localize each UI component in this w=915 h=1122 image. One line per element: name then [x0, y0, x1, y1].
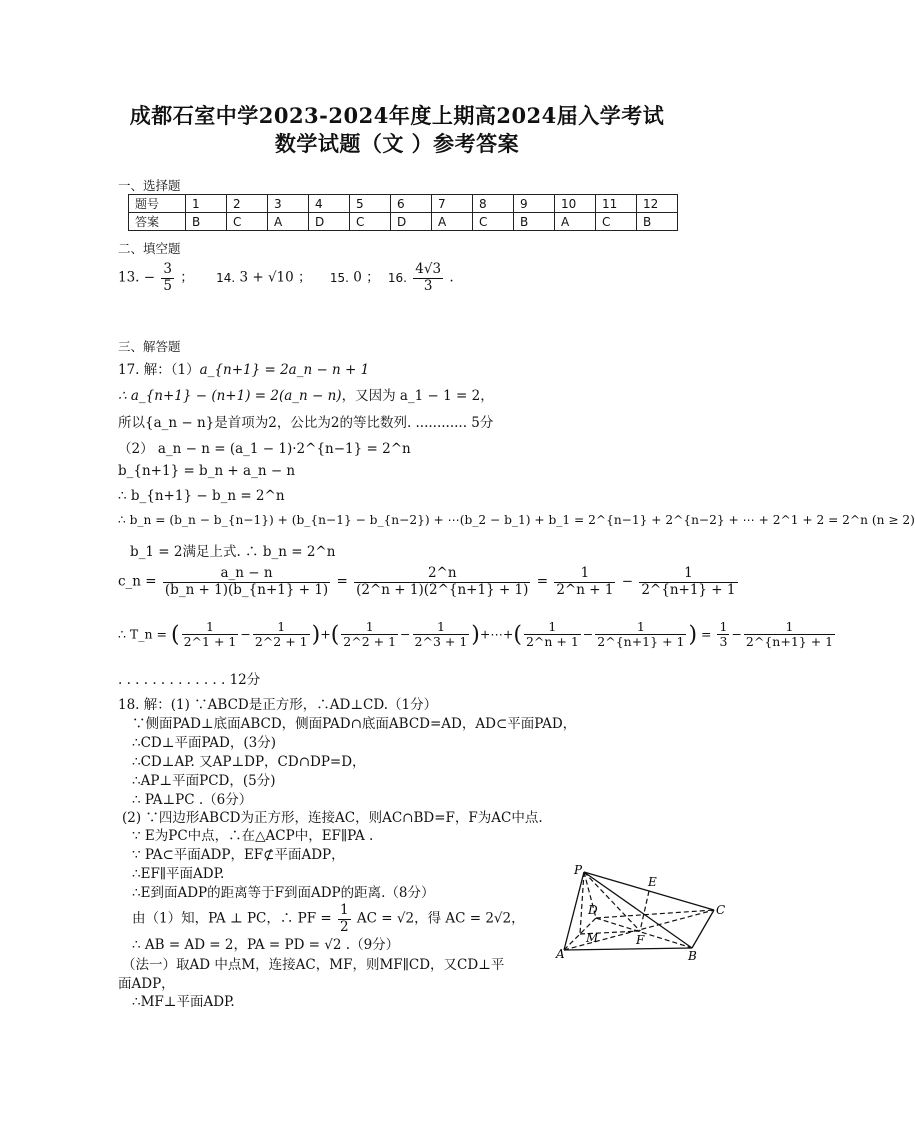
denominator: (b_n + 1)(b_{n+1} + 1): [164, 581, 329, 598]
tn-result-1: [717, 620, 729, 650]
p18-line-2: ∵侧面PAD⊥底面ABCD，侧面PAD∩底面ABCD=AD，AD⊂平面PAD，: [132, 716, 577, 732]
p17-line-7: ∴ b_n = (b_n − b_{n−1}) + (b_{n−1} − b_{n−2}) + ⋯(b_2 − b_1) + b_1 = 2^{n−1} + 2^{n−2} + ⋯ + 2^1 + 2 = 2^n (n ≥ 2): [118, 513, 915, 527]
q16-end: .: [449, 269, 454, 286]
answer-cell: B: [514, 213, 555, 231]
p17-line-1: [118, 358, 369, 378]
p18-line-12: [132, 903, 525, 935]
question-number-cell: 11: [596, 195, 637, 213]
numerator: 1: [554, 566, 615, 583]
q15-answer: 0: [353, 269, 362, 286]
p17-line-4: （2） a_n − n = (a_1 − 1)·2^{n−1} = 2^n: [118, 441, 411, 457]
tn-result-2: [744, 620, 835, 650]
denominator: 2^{n+1} + 1: [745, 634, 834, 650]
denominator: (2^n + 1)(2^{n+1} + 1): [356, 581, 529, 598]
q15-label: 15.: [329, 270, 349, 285]
question-number-cell: 12: [637, 195, 678, 213]
p18-line-13: ∴ AB = AD = 2，PA = PD = √2 .（9分）: [132, 937, 400, 953]
q16-label: 16.: [387, 270, 407, 285]
p17-line-2: [118, 384, 494, 404]
answer-table-header-cell: 答案: [129, 213, 186, 231]
p18-line-7: (2) ∵四边形ABCD为正方形，连接AC，则AC∩BD=F，F为AC中点.: [122, 810, 543, 826]
label-a: A: [556, 947, 565, 961]
edge-bc: [692, 910, 714, 948]
numerator: 1: [253, 620, 310, 635]
q16-fraction: [413, 262, 443, 294]
p18-line-8: ∵ E为PC中点，∴在△ACP中，EF∥PA .: [132, 828, 374, 844]
denominator: 2^2 + 1: [343, 634, 397, 650]
denominator: 2^{n+1} + 1: [641, 581, 736, 598]
fill-in-answers: [118, 262, 454, 294]
numerator: 2^n: [354, 566, 530, 583]
numerator: 1: [744, 620, 835, 635]
answer-cell: B: [186, 213, 227, 231]
label-d: D: [588, 903, 598, 917]
answer-cell: D: [391, 213, 432, 231]
numerator: 1: [340, 902, 349, 918]
question-number-cell: 7: [432, 195, 473, 213]
denominator: 3: [719, 634, 728, 650]
question-number-cell: 1: [186, 195, 227, 213]
answer-table: [128, 194, 678, 231]
p18-line-11: ∴E到面ADP的距离等于F到面ADP的距离.（8分）: [132, 885, 435, 901]
p18-line-16: ∴MF⊥平面ADP.: [132, 994, 235, 1010]
pyramid-figure: [556, 862, 736, 962]
separator: ；: [180, 269, 194, 286]
p18-pf-lhs: 由（1）知，PA ⊥ PC，∴ PF =: [132, 910, 332, 927]
p18-line-6: ∴ PA⊥PC .（6分）: [132, 792, 253, 808]
title-line-1: 成都石室中学2023-2024年度上期高2024届入学考试: [129, 103, 665, 128]
label-b: B: [688, 949, 697, 963]
answer-table-answer-row: [129, 213, 678, 231]
tn-term: [524, 620, 581, 650]
section-fill-heading: 二、填空题: [118, 241, 181, 256]
label-e: E: [648, 875, 657, 889]
p17-transform: ∴ a_{n+1} − (n+1) = 2(a_n − n): [118, 388, 342, 404]
p17-tn-line: ∴ T_n = ( $\frac{1}{2\^{}1 + 1}$ − $\frac{1}{2\^{}2 + 1}$ )+( $\frac{1}{2\^{}2 + 1}$ − $\frac{1}{2\^{}3 + 1}$ )+⋯+( $\frac{1}{2\^{}n + 1}$ − $\frac{1}{2\^{}\{n+1\} + 1}$ ) = $\frac{1}{3}$ − $\frac{1}{2\^{}\{n+1\} + 1}$: [118, 619, 834, 650]
q14-answer: 3 + √10: [239, 269, 294, 286]
p17-line-6: ∴ b_{n+1} − b_n = 2^n: [118, 488, 285, 504]
denominator: 2^2 + 1: [254, 634, 308, 650]
numerator: 1: [719, 619, 728, 634]
question-number-cell: 6: [391, 195, 432, 213]
p17-recurrence: a_{n+1} = 2a_n − n + 1: [199, 362, 370, 378]
numerator: 1: [639, 566, 737, 583]
question-number-cell: 3: [268, 195, 309, 213]
cn-fraction-4: [639, 566, 737, 598]
p17-line-8: b_1 = 2满足上式. ∴ b_n = 2^n: [130, 544, 336, 560]
question-number-cell: 9: [514, 195, 555, 213]
denominator: 2^n + 1: [556, 581, 614, 598]
p17-cn-line: c_n = $\frac{a\_n - n}{(b\_n + 1)(b\_\{n+1\} + 1)}$ = $\frac{2\^{}n}{(2\^{}n + 1)(2\^{}\{n+1\} + 1)}$ = $\frac{1}{2\^{}n + 1}$ − $\frac{1}{2\^{}\{n+1\} + 1}$: [118, 565, 736, 598]
numerator: 1: [595, 620, 686, 635]
separator: ；: [366, 269, 380, 286]
tn-term: [595, 620, 686, 650]
denominator: 2: [340, 918, 349, 935]
q16-numerator: 4√3: [415, 261, 442, 277]
denominator: 2^{n+1} + 1: [597, 634, 685, 650]
p18-line-1: 18. 解：(1) ∵ABCD是正方形，∴AD⊥CD.（1分）: [118, 697, 438, 713]
label-f: F: [636, 933, 645, 947]
question-number-cell: 4: [309, 195, 350, 213]
answer-cell: C: [473, 213, 514, 231]
answer-cell: C: [350, 213, 391, 231]
numerator: 1: [182, 620, 239, 635]
tn-term: [341, 620, 398, 650]
numerator: a_n − n: [163, 566, 330, 583]
denominator: 2^3 + 1: [414, 634, 468, 650]
p18-line-9: ∵ PA⊂平面ADP，EF⊄平面ADP，: [132, 847, 345, 863]
p17-intro: 17. 解：（1）: [118, 362, 200, 378]
separator: ；: [298, 269, 312, 286]
q13-denominator: 5: [163, 277, 172, 294]
numerator: 1: [341, 620, 398, 635]
cn-fraction-2: [354, 566, 530, 598]
q16-denominator: 3: [423, 277, 433, 294]
label-m: M: [586, 931, 599, 945]
cn-fraction-1: [163, 566, 330, 598]
tn-lhs: ∴ T_n =: [118, 626, 168, 642]
edge-pa: [564, 872, 584, 950]
p18-line-10: ∴EF∥平面ADP.: [132, 866, 225, 882]
answer-cell: A: [268, 213, 309, 231]
denominator: 2^n + 1: [525, 634, 579, 650]
denominator: 2^1 + 1: [183, 634, 237, 650]
q13-sign: −: [143, 269, 156, 286]
q13-fraction: [161, 262, 174, 294]
label-c: C: [716, 903, 726, 917]
edge-dc: [596, 910, 714, 918]
p18-line-4: ∴CD⊥AP. 又AP⊥DP，CD∩DP=D，: [132, 754, 366, 770]
numerator: 1: [524, 620, 581, 635]
answer-cell: A: [432, 213, 473, 231]
label-p: P: [574, 863, 583, 877]
numerator: 1: [413, 620, 470, 635]
tn-term: [253, 620, 310, 650]
cn-fraction-3: [554, 566, 615, 598]
p17-score: . . . . . . . . . . . . . 12分: [118, 672, 261, 688]
answer-cell: A: [555, 213, 596, 231]
answer-table-number-row: [129, 195, 678, 213]
answer-cell: B: [637, 213, 678, 231]
p18-line-15: 面ADP，: [118, 976, 175, 992]
p17-line-5: b_{n+1} = b_n + a_n − n: [118, 463, 296, 479]
question-number-cell: 2: [227, 195, 268, 213]
question-number-cell: 10: [555, 195, 596, 213]
title-line-2: 数学试题（文 ）参考答案: [274, 131, 520, 156]
answer-cell: D: [309, 213, 350, 231]
tn-dots: +⋯+: [479, 626, 514, 642]
p18-line-5: ∴AP⊥平面PCD，(5分): [132, 773, 276, 789]
p17-initial: ，又因为 a_1 − 1 = 2，: [341, 388, 494, 404]
tn-term: [182, 620, 239, 650]
edge-ab: [564, 948, 692, 950]
answer-table-header-cell: 题号: [129, 195, 186, 213]
p18-line-14: （法一）取AD 中点M，连接AC，MF，则MF∥CD，又CD⊥平: [122, 957, 505, 973]
segment-ef: [640, 891, 649, 931]
section-solution-heading: 三、解答题: [118, 339, 181, 354]
p18-line-3: ∴CD⊥平面PAD，(3分): [132, 735, 276, 751]
q13-label: 13.: [118, 269, 140, 286]
section-choice-heading: 一、选择题: [118, 178, 181, 193]
question-number-cell: 8: [473, 195, 514, 213]
question-number-cell: 5: [350, 195, 391, 213]
tn-term: [413, 620, 470, 650]
cn-lhs: c_n =: [118, 573, 157, 590]
q14-label: 14.: [216, 270, 236, 285]
answer-cell: C: [596, 213, 637, 231]
p17-line-3: 所以{a_n − n}是首项为2，公比为2的等比数列. ............ 5分: [118, 415, 494, 431]
half-fraction: [338, 903, 351, 935]
answer-cell: C: [227, 213, 268, 231]
p18-pf-rhs: AC = √2，得 AC = 2√2，: [356, 910, 525, 927]
q13-numerator: 3: [163, 261, 172, 277]
